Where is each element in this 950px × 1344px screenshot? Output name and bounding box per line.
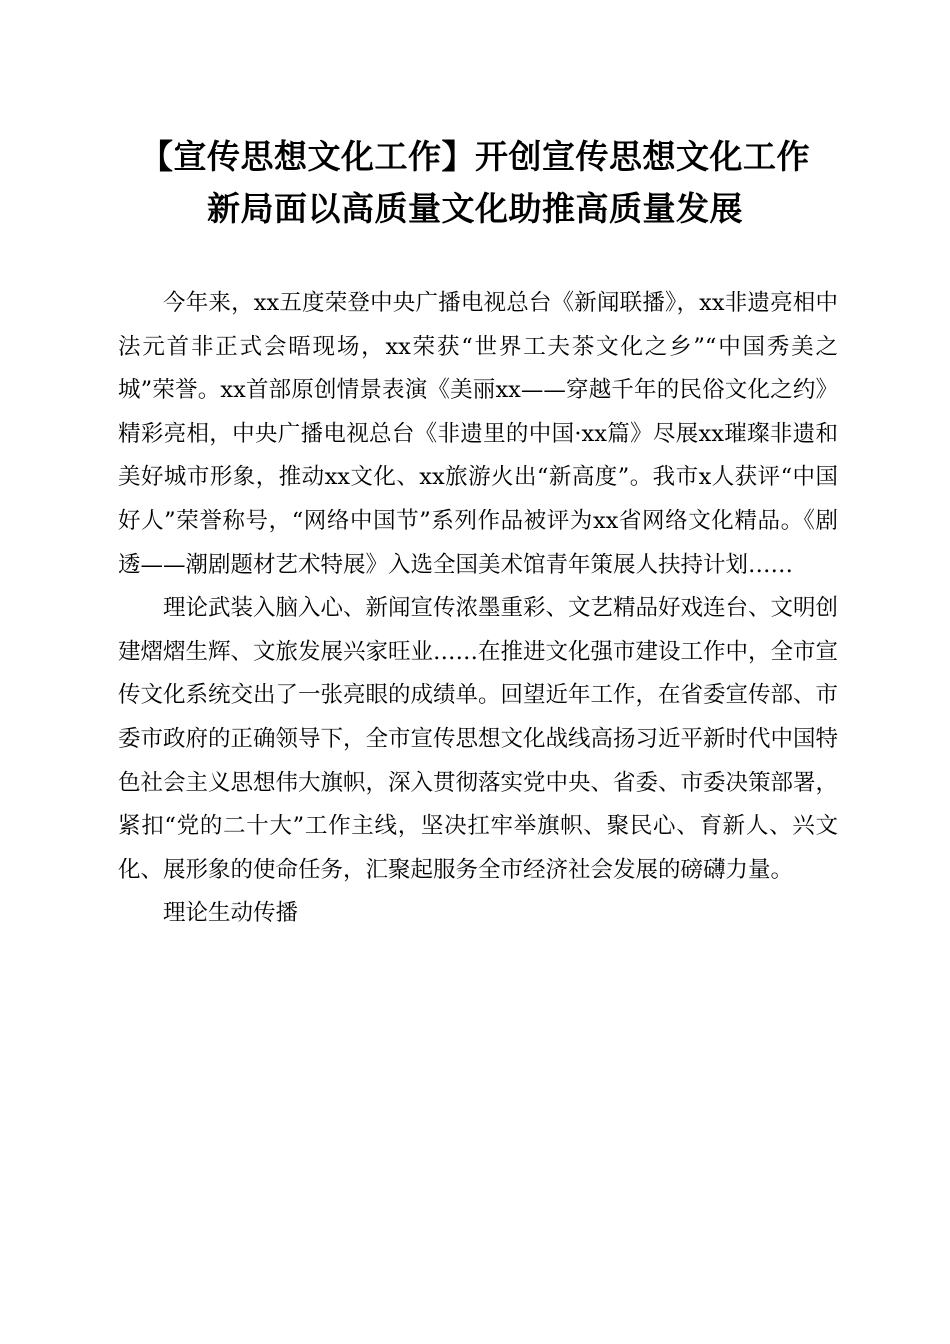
- section-heading-theory: 理论生动传播: [163, 900, 299, 927]
- document-title-line-2: 新局面以高质量文化助推高质量发展: [207, 189, 743, 228]
- document-body: [118, 282, 838, 936]
- paragraph-achievements: 今年来，xx五度荣登中央广播电视总台《新闻联播》，xx非遗亮相中法元首非正式会晤现场，xx荣获“世界工夫茶文化之乡”“中国秀美之城”荣誉。xx首部原创情景表演《美丽xx——穿越千年的民俗文化之约》精彩亮相，中央广播电视总台《非遗里的中国·xx篇》尽展xx璀璨非遗和美好城市形象，推动xx文化、xx旅游火出“新高度”。我市x人获评“中国好人”荣誉称号，“网络中国节”系列作品被评为xx省网络文化精品。《剧透——潮剧题材艺术特展》入选全国美术馆青年策展人扶持计划……: [118, 290, 838, 578]
- paragraph-overview: 理论武装入脑入心、新闻宣传浓墨重彩、文艺精品好戏连台、文明创建熠熠生辉、文旅发展兴家旺业……在推进文化强市建设工作中，全市宣传文化系统交出了一张亮眼的成绩单。回望近年工作，在省委宣传部、市委市政府的正确领导下，全市宣传思想文化战线高扬习近平新时代中国特色社会主义思想伟大旗帜，深入贯彻落实党中央、省委、市委决策部署，紧扣“党的二十大”工作主线，坚决扛牢举旗帜、聚民心、育新人、兴文化、展形象的使命任务，汇聚起服务全市经济社会发展的磅礴力量。: [118, 595, 839, 883]
- document-title-line-1: 【宣传思想文化工作】开创宣传思想文化工作: [140, 137, 810, 176]
